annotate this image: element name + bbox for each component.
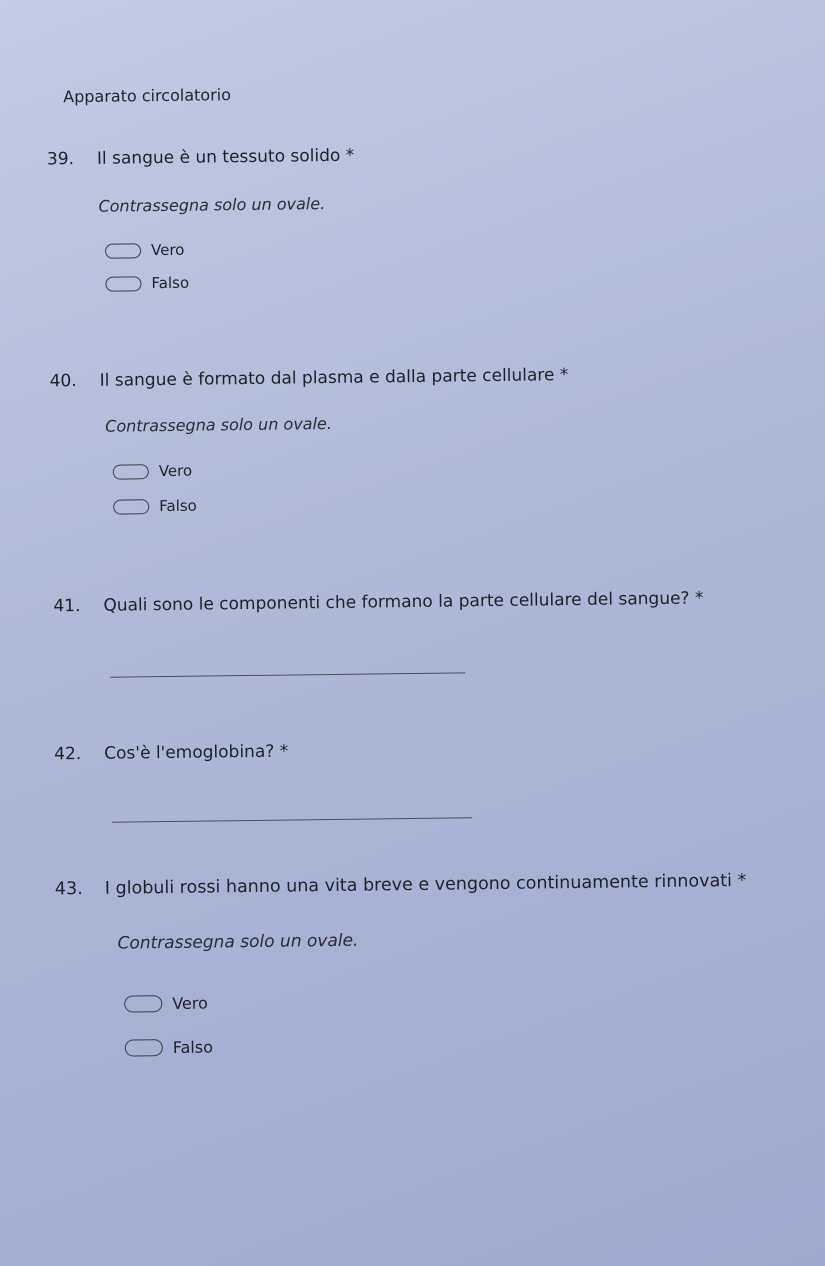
question-number: 39.	[46, 149, 75, 170]
option-39-falso[interactable]	[105, 274, 189, 293]
radio-oval[interactable]	[105, 276, 141, 291]
answer-line-42[interactable]	[112, 817, 472, 822]
instruction-40: Contrassegna solo un ovale.	[105, 413, 333, 436]
option-40-vero[interactable]	[113, 462, 193, 481]
option-43-vero[interactable]	[124, 994, 208, 1014]
radio-oval[interactable]	[124, 995, 162, 1012]
question-number: 43.	[54, 879, 83, 900]
question-41	[53, 588, 703, 616]
question-text: Il sangue è un tessuto solido *	[96, 145, 355, 169]
option-43-falso[interactable]	[125, 1037, 213, 1057]
question-39	[47, 146, 355, 170]
option-label: Vero	[158, 461, 193, 481]
question-number: 40.	[49, 371, 77, 392]
section-title: Apparato circolatorio	[63, 85, 232, 107]
option-label: Vero	[150, 240, 185, 260]
option-label: Vero	[172, 993, 208, 1013]
question-42	[54, 742, 288, 765]
radio-oval[interactable]	[113, 464, 149, 479]
question-text: I globuli rossi hanno una vita breve e vengono continuamente rinnovati *	[104, 870, 747, 899]
question-text: Cos'è l'emoglobina? *	[104, 741, 289, 764]
instruction-39: Contrassegna solo un ovale.	[98, 194, 326, 216]
question-text: Quali sono le componenti che formano la parte cellulare del sangue? *	[103, 588, 704, 616]
option-39-vero[interactable]	[105, 241, 185, 260]
question-text: Il sangue è formato dal plasma e dalla parte cellulare *	[99, 365, 569, 391]
answer-line-41[interactable]	[110, 672, 465, 677]
radio-oval[interactable]	[125, 1039, 163, 1056]
question-number: 42.	[54, 744, 82, 765]
radio-oval[interactable]	[113, 499, 149, 514]
option-40-falso[interactable]	[113, 497, 197, 516]
option-label: Falso	[159, 496, 197, 516]
option-label: Falso	[172, 1037, 214, 1057]
question-40	[50, 365, 569, 391]
option-label: Falso	[151, 273, 190, 293]
instruction-43: Contrassegna solo un ovale.	[117, 930, 359, 954]
radio-oval[interactable]	[105, 243, 141, 258]
question-number: 41.	[53, 596, 81, 617]
question-43	[55, 871, 747, 899]
